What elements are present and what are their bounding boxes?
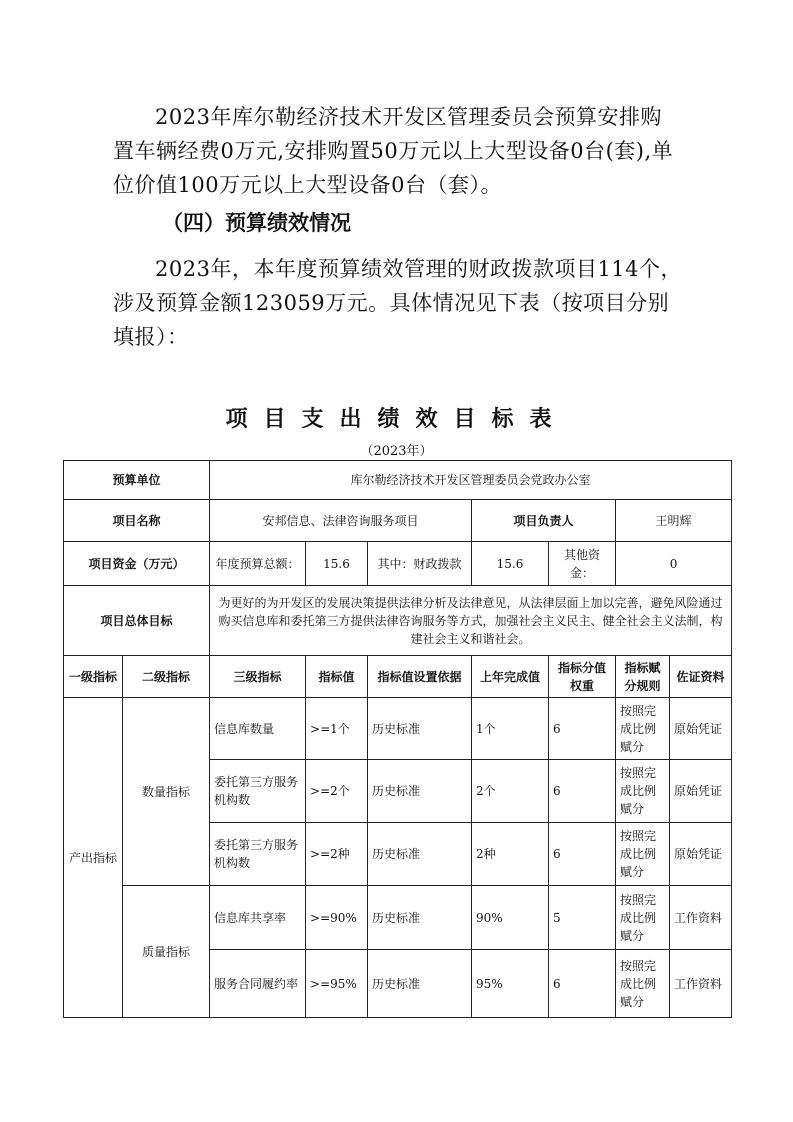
rule-cell: 按照完成比例赋分 xyxy=(616,760,670,823)
other-funds-value: 0 xyxy=(616,542,732,586)
fiscal-value: 15.6 xyxy=(472,542,549,586)
header-prev: 上年完成值 xyxy=(472,656,549,698)
basis-cell: 历史标准 xyxy=(368,698,472,760)
prev-cell: 2个 xyxy=(472,760,549,823)
level1-output: 产出指标 xyxy=(64,698,123,1018)
basis-cell: 历史标准 xyxy=(368,950,472,1018)
rule-cell: 按照完成比例赋分 xyxy=(616,886,670,950)
project-name-value: 安邦信息、法律咨询服务项目 xyxy=(210,500,472,542)
section-heading: （四）预算绩效情况 xyxy=(162,211,351,235)
row-headers xyxy=(64,656,732,698)
prev-cell: 90% xyxy=(472,886,549,950)
annual-total-value: 15.6 xyxy=(306,542,368,586)
prev-cell: 2种 xyxy=(472,823,549,886)
level2-quantity: 数量指标 xyxy=(123,698,210,886)
weight-cell: 6 xyxy=(549,950,616,1018)
row-project-funds xyxy=(64,542,732,586)
funds-label: 项目资金（万元） xyxy=(64,542,210,586)
weight-cell: 5 xyxy=(549,886,616,950)
header-value: 指标值 xyxy=(306,656,368,698)
project-lead-value: 王明辉 xyxy=(616,500,732,542)
table-title: 项目支出绩效目标表 xyxy=(225,407,568,432)
basis-cell: 历史标准 xyxy=(368,886,472,950)
value-cell: >=2个 xyxy=(306,760,368,823)
performance-table xyxy=(63,460,732,1018)
budget-unit-label: 预算单位 xyxy=(64,461,210,500)
budget-unit-value: 库尔勒经济技术开发区管理委员会党政办公室 xyxy=(210,461,732,500)
weight-cell: 6 xyxy=(549,760,616,823)
weight-cell: 6 xyxy=(549,698,616,760)
prev-cell: 95% xyxy=(472,950,549,1018)
evidence-cell: 工作资料 xyxy=(670,886,732,950)
evidence-cell: 原始凭证 xyxy=(670,698,732,760)
goal-value: 为更好的为开发区的发展决策提供法律分析及法律意见，从法律层面上加以完善，避免风险通过购买信息库和委托第三方提供法律咨询服务等方式，加强社会主义民主、健全社会主义法制，构建社会主义和谐社会。 xyxy=(210,586,732,656)
paragraph-performance: 2023年，本年度预算绩效管理的财政拨款项目114个，涉及预算金额123059万元。具体情况见下表（按项目分别填报）： xyxy=(113,257,683,349)
row-overall-goal xyxy=(64,586,732,656)
project-name-label: 项目名称 xyxy=(64,500,210,542)
header-level2: 二级指标 xyxy=(123,656,210,698)
rule-cell: 按照完成比例赋分 xyxy=(616,698,670,760)
table-row xyxy=(64,886,732,950)
basis-cell: 历史标准 xyxy=(368,823,472,886)
basis-cell: 历史标准 xyxy=(368,760,472,823)
level3-cell: 信息库数量 xyxy=(210,698,306,760)
fiscal-label: 其中：财政拨款 xyxy=(368,542,472,586)
weight-cell: 6 xyxy=(549,823,616,886)
value-cell: >=95% xyxy=(306,950,368,1018)
level3-cell: 委托第三方服务机构数 xyxy=(210,823,306,886)
goal-label: 项目总体目标 xyxy=(64,586,210,656)
row-project-name xyxy=(64,500,732,542)
header-level1: 一级指标 xyxy=(64,656,123,698)
rule-cell: 按照完成比例赋分 xyxy=(616,950,670,1018)
other-funds-label: 其他资金： xyxy=(549,542,616,586)
header-weight: 指标分值权重 xyxy=(549,656,616,698)
annual-total-label: 年度预算总额： xyxy=(210,542,306,586)
prev-cell: 1个 xyxy=(472,698,549,760)
table-year: （2023年） xyxy=(360,444,433,459)
table-row xyxy=(64,698,732,760)
header-rule: 指标赋分规则 xyxy=(616,656,670,698)
level3-cell: 信息库共享率 xyxy=(210,886,306,950)
header-level3: 三级指标 xyxy=(210,656,306,698)
evidence-cell: 原始凭证 xyxy=(670,823,732,886)
project-lead-label: 项目负责人 xyxy=(472,500,616,542)
row-budget-unit xyxy=(64,461,732,500)
level3-cell: 委托第三方服务机构数 xyxy=(210,760,306,823)
rule-cell: 按照完成比例赋分 xyxy=(616,823,670,886)
paragraph-vehicle-budget: 2023年库尔勒经济技术开发区管理委员会预算安排购置车辆经费0万元,安排购置50万元以上大型设备0台(套),单位价值100万元以上大型设备0台（套）。 xyxy=(113,105,674,197)
header-evidence: 佐证资料 xyxy=(670,656,732,698)
level2-quality: 质量指标 xyxy=(123,886,210,1018)
value-cell: >=90% xyxy=(306,886,368,950)
header-basis: 指标值设置依据 xyxy=(368,656,472,698)
value-cell: >=1个 xyxy=(306,698,368,760)
evidence-cell: 工作资料 xyxy=(670,950,732,1018)
value-cell: >=2种 xyxy=(306,823,368,886)
level3-cell: 服务合同履约率 xyxy=(210,950,306,1018)
evidence-cell: 原始凭证 xyxy=(670,760,732,823)
